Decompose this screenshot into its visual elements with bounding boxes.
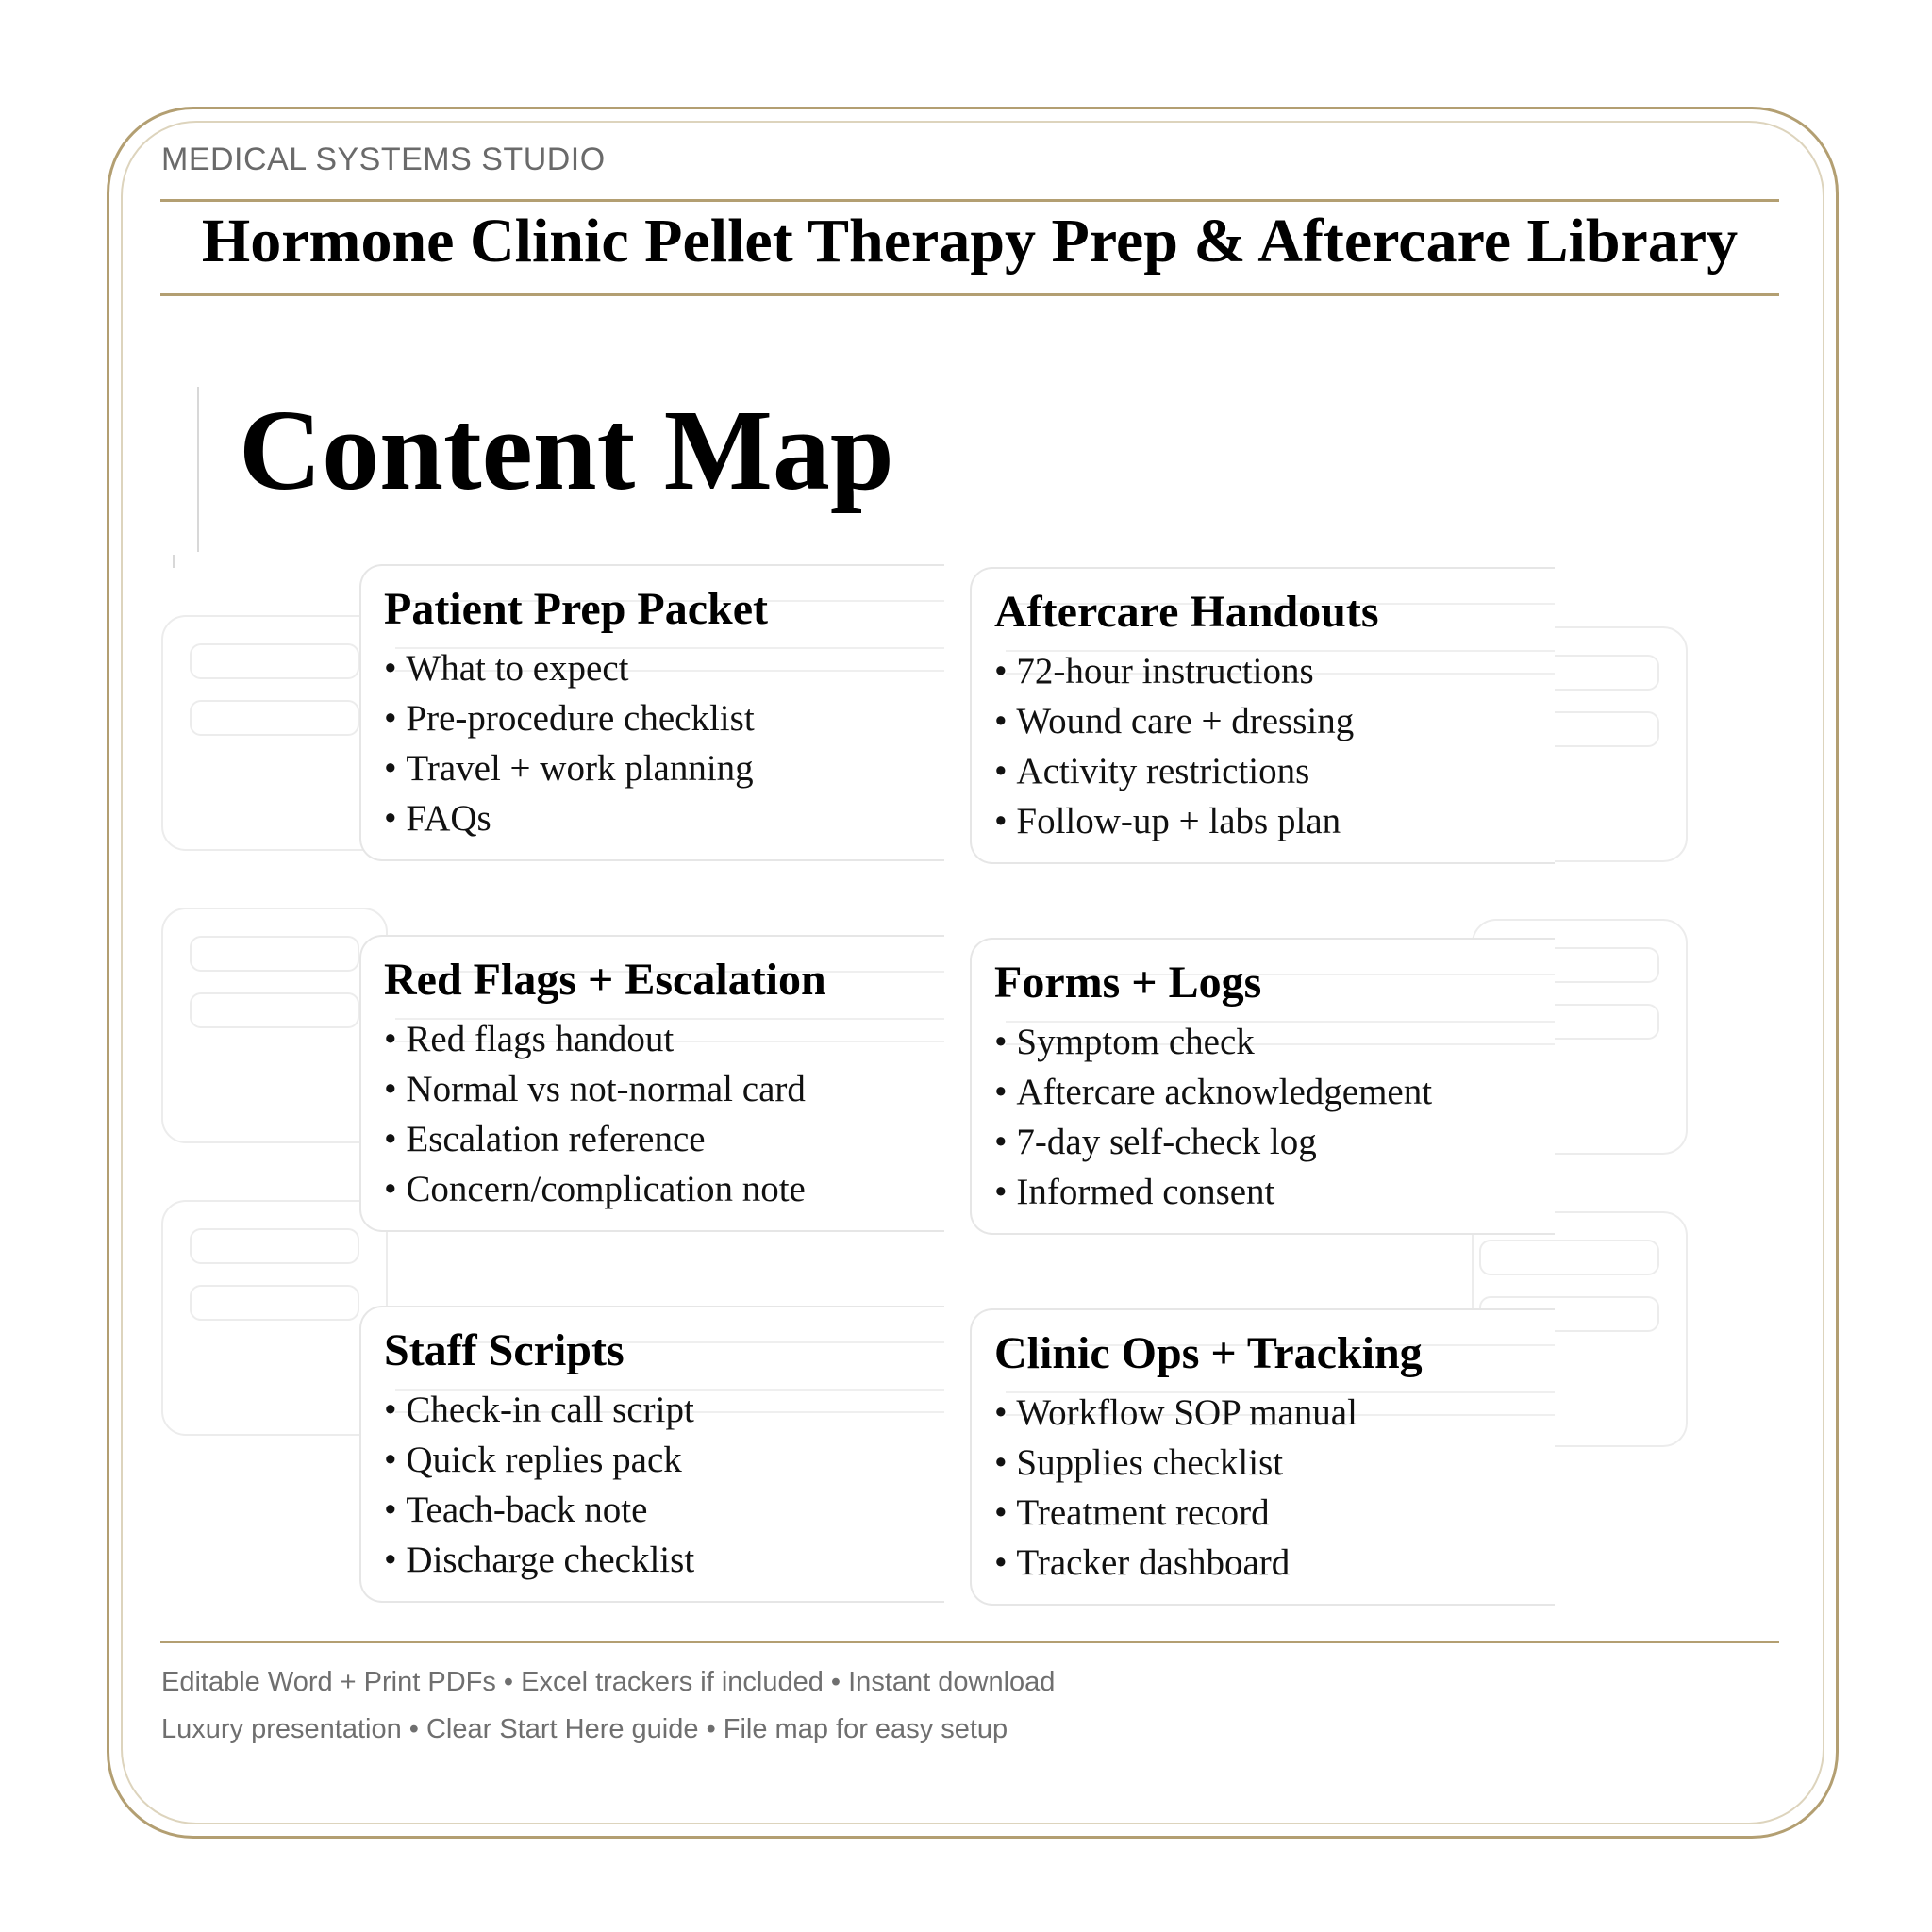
list-item: • 7-day self-check log bbox=[994, 1117, 1432, 1167]
list-item: • Symptom check bbox=[994, 1017, 1432, 1067]
list-item: • Normal vs not-normal card bbox=[384, 1064, 806, 1114]
page-title: Hormone Clinic Pellet Therapy Prep & Aftercare Library bbox=[201, 207, 1739, 275]
card-patient-prep-packet bbox=[359, 564, 944, 861]
card-red-flags-escalation bbox=[359, 935, 944, 1232]
studio-name: MEDICAL SYSTEMS STUDIO bbox=[161, 142, 606, 177]
list-item: • Concern/complication note bbox=[384, 1164, 806, 1214]
list-item: • Activity restrictions bbox=[994, 746, 1354, 796]
section-heading: Content Map bbox=[239, 387, 894, 514]
list-item: • Quick replies pack bbox=[384, 1435, 694, 1485]
ghost-card-left-1 bbox=[161, 615, 388, 851]
footer-line-1: Editable Word + Print PDFs • Excel trackers if included • Instant download bbox=[161, 1667, 1056, 1697]
card-aftercare-handouts bbox=[970, 567, 1555, 864]
card-title: Red Flags + Escalation bbox=[384, 955, 826, 1005]
list-item: • Treatment record bbox=[994, 1488, 1357, 1538]
ghost-card-left-3 bbox=[161, 1200, 388, 1436]
card-item-list bbox=[994, 1017, 1432, 1217]
list-item: • Informed consent bbox=[994, 1167, 1432, 1217]
list-item: • Workflow SOP manual bbox=[994, 1388, 1357, 1438]
card-item-list bbox=[384, 643, 755, 843]
list-item: • Red flags handout bbox=[384, 1014, 806, 1064]
footer-rule bbox=[160, 1641, 1779, 1643]
list-item: • Teach-back note bbox=[384, 1485, 694, 1535]
card-staff-scripts bbox=[359, 1306, 944, 1603]
card-item-list bbox=[384, 1385, 694, 1585]
card-clinic-ops-tracking bbox=[970, 1308, 1555, 1606]
card-item-list bbox=[384, 1014, 806, 1214]
title-bottom-rule bbox=[160, 293, 1779, 296]
card-title: Staff Scripts bbox=[384, 1325, 625, 1375]
heading-accent-tick bbox=[173, 555, 175, 568]
list-item: • Escalation reference bbox=[384, 1114, 806, 1164]
title-top-rule bbox=[160, 199, 1779, 202]
footer-line-2: Luxury presentation • Clear Start Here guide • File map for easy setup bbox=[161, 1714, 1008, 1744]
card-title: Forms + Logs bbox=[994, 958, 1262, 1008]
list-item: • Supplies checklist bbox=[994, 1438, 1357, 1488]
card-item-list bbox=[994, 646, 1354, 846]
card-item-list bbox=[994, 1388, 1357, 1588]
card-forms-logs bbox=[970, 938, 1555, 1235]
list-item: • Wound care + dressing bbox=[994, 696, 1354, 746]
list-item: • What to expect bbox=[384, 643, 755, 693]
heading-accent-bar bbox=[197, 387, 199, 552]
list-item: • Check-in call script bbox=[384, 1385, 694, 1435]
list-item: • Tracker dashboard bbox=[994, 1538, 1357, 1588]
card-title: Aftercare Handouts bbox=[994, 587, 1379, 637]
list-item: • Follow-up + labs plan bbox=[994, 796, 1354, 846]
list-item: • Travel + work planning bbox=[384, 743, 755, 793]
list-item: • Discharge checklist bbox=[384, 1535, 694, 1585]
card-title: Clinic Ops + Tracking bbox=[994, 1328, 1423, 1378]
list-item: • Pre-procedure checklist bbox=[384, 693, 755, 743]
list-item: • Aftercare acknowledgement bbox=[994, 1067, 1432, 1117]
list-item: • FAQs bbox=[384, 793, 755, 843]
ghost-card-left-2 bbox=[161, 908, 388, 1143]
list-item: • 72-hour instructions bbox=[994, 646, 1354, 696]
card-title: Patient Prep Packet bbox=[384, 584, 768, 634]
